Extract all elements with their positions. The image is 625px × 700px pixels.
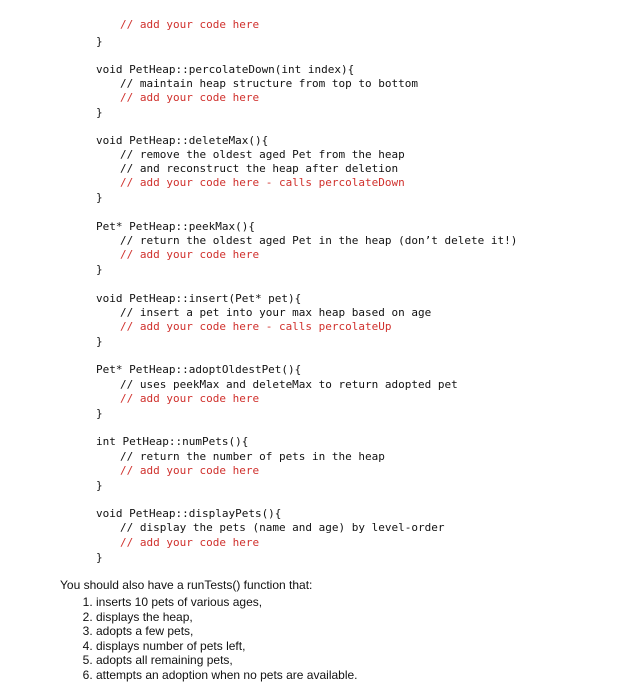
code-line: void PetHeap::displayPets(){ (96, 507, 282, 520)
code-line: Pet* PetHeap::adoptOldestPet(){ (96, 363, 302, 376)
code-line: // return the number of pets in the heap (120, 450, 385, 463)
instructions-list (60, 595, 600, 683)
code-line: } (96, 106, 103, 119)
code-line: } (96, 335, 103, 348)
list-item: 5. adopts all remaining pets, (96, 653, 600, 668)
code-line: } (96, 479, 103, 492)
code-line: // add your code here - calls percolateUp (120, 320, 392, 333)
code-line: // add your code here (120, 392, 260, 405)
code-line: // add your code here (120, 536, 260, 549)
code-line: // add your code here (120, 91, 260, 104)
code-line: void PetHeap::percolateDown(int index){ (96, 63, 355, 76)
instructions-section (60, 578, 600, 683)
code-line: void PetHeap::insert(Pet* pet){ (96, 292, 302, 305)
list-item: 2. displays the heap, (96, 610, 600, 625)
instructions-intro: You should also have a runTests() function that: (60, 578, 313, 592)
code-line: int PetHeap::numPets(){ (96, 435, 249, 448)
code-line: // add your code here - calls percolateDown (120, 176, 405, 189)
code-line: } (96, 191, 103, 204)
code-line: // remove the oldest aged Pet from the heap (120, 148, 405, 161)
code-line: // return the oldest aged Pet in the heap (don’t delete it!) (120, 234, 518, 247)
list-item: 3. adopts a few pets, (96, 624, 600, 639)
code-line: void PetHeap::deleteMax(){ (96, 134, 269, 147)
code-line: } (96, 263, 103, 276)
code-line: } (96, 407, 103, 420)
code-line: // insert a pet into your max heap based on age (120, 306, 432, 319)
code-line: // maintain heap structure from top to bottom (120, 77, 419, 90)
code-line: // add your code here (120, 464, 260, 477)
code-line: // add your code here (120, 248, 260, 261)
list-item: 6. attempts an adoption when no pets are available. (96, 668, 600, 683)
code-line: } (96, 551, 103, 564)
code-line: Pet* PetHeap::peekMax(){ (96, 220, 255, 233)
code-line: } (96, 35, 103, 48)
code-line: // and reconstruct the heap after deletion (120, 162, 399, 175)
code-line: // uses peekMax and deleteMax to return adopted pet (120, 378, 458, 391)
list-item: 4. displays number of pets left, (96, 639, 600, 654)
code-line: // add your code here (120, 18, 260, 31)
code-line: // display the pets (name and age) by level-order (120, 521, 445, 534)
list-item: 1. inserts 10 pets of various ages, (96, 595, 600, 610)
